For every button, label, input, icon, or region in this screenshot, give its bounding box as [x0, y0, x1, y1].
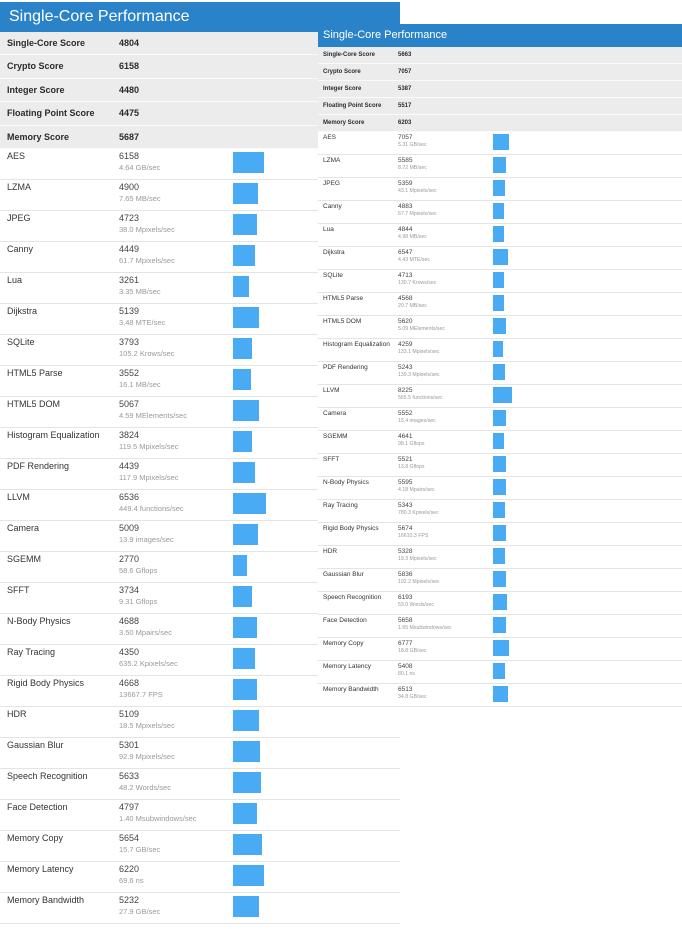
benchmark-bar: [493, 180, 505, 196]
benchmark-score: 4723: [119, 212, 140, 223]
benchmark-name: LLVM: [7, 491, 30, 502]
benchmark-name: Lua: [323, 226, 334, 233]
right-performance-panel: [318, 24, 682, 707]
score-label: Memory Score: [323, 120, 365, 126]
score-label: Crypto Score: [7, 61, 64, 72]
benchmark-rate: 98.1 Gflops: [398, 441, 425, 447]
benchmark-score: 5009: [119, 522, 140, 533]
score-value: 4475: [119, 108, 140, 119]
benchmark-name: Speech Recognition: [323, 594, 382, 601]
benchmark-score: 6158: [119, 150, 140, 161]
benchmark-score: 5521: [398, 456, 413, 463]
benchmark-rate: 43.1 Mpixels/sec: [398, 188, 437, 194]
benchmark-score: 5067: [119, 398, 140, 409]
benchmark-rate: 117.9 Mpixels/sec: [119, 472, 179, 482]
score-value: 7057: [398, 69, 412, 75]
benchmark-rate: 3.35 MB/sec: [119, 286, 161, 296]
score-label: Single-Core Score: [323, 52, 376, 58]
benchmark-bar: [493, 525, 506, 541]
benchmark-name: HDR: [323, 548, 338, 555]
benchmark-row: [318, 201, 682, 224]
benchmark-name: HTML5 DOM: [323, 318, 362, 325]
benchmark-row: [0, 831, 400, 862]
benchmark-rate: 635.2 Kpixels/sec: [119, 658, 178, 668]
benchmark-rate: 48.2 Words/sec: [119, 782, 171, 792]
benchmark-bar: [233, 834, 262, 855]
benchmark-name: Dijkstra: [7, 305, 38, 316]
benchmark-name: Memory Latency: [323, 663, 372, 670]
benchmark-rate: 13667.7 FPS: [119, 689, 163, 699]
benchmark-rate: 20.7 MB/sec: [398, 303, 427, 309]
benchmark-name: Memory Copy: [7, 832, 64, 843]
benchmark-score: 4641: [398, 433, 413, 440]
benchmark-bar: [493, 663, 505, 679]
benchmark-name: SFFT: [323, 456, 340, 463]
benchmark-rate: 130.7 Krows/sec: [398, 280, 437, 286]
benchmark-name: LLVM: [323, 387, 340, 394]
benchmark-score: 6220: [119, 863, 140, 874]
benchmark-score: 5243: [398, 364, 413, 371]
benchmark-name: Camera: [7, 522, 40, 533]
benchmark-row: [318, 224, 682, 247]
benchmark-name: Memory Bandwidth: [7, 894, 85, 905]
benchmark-name: Rigid Body Physics: [7, 677, 85, 688]
benchmark-rate: 53.0 Words/sec: [398, 602, 434, 608]
benchmark-name: JPEG: [7, 212, 31, 223]
benchmark-bar: [493, 249, 508, 265]
benchmark-score: 6536: [119, 491, 140, 502]
benchmark-bar: [493, 571, 506, 587]
benchmark-name: Speech Recognition: [7, 770, 88, 781]
benchmark-score: 3261: [119, 274, 140, 285]
benchmark-bar: [233, 369, 251, 390]
benchmark-row: [318, 155, 682, 178]
benchmark-score: 6547: [398, 249, 413, 256]
benchmark-name: N-Body Physics: [7, 615, 71, 626]
benchmark-row: [318, 546, 682, 569]
benchmark-name: SFFT: [7, 584, 30, 595]
benchmark-bar: [233, 586, 252, 607]
score-label: Integer Score: [323, 86, 362, 92]
benchmark-score: 3824: [119, 429, 140, 440]
benchmark-score: 3793: [119, 336, 140, 347]
benchmark-row: [318, 477, 682, 500]
benchmark-row: [318, 615, 682, 638]
benchmark-name: N-Body Physics: [323, 479, 369, 486]
score-label: Integer Score: [7, 84, 65, 95]
benchmark-row: [318, 684, 682, 707]
score-value: 5517: [398, 103, 412, 109]
benchmark-score: 5343: [398, 502, 413, 509]
score-value: 5687: [119, 131, 140, 142]
benchmark-bar: [233, 183, 258, 204]
benchmark-row: [0, 707, 400, 738]
benchmark-bar: [493, 502, 505, 518]
benchmark-score: 5633: [119, 770, 140, 781]
benchmark-row: [318, 132, 682, 155]
benchmark-row: [318, 431, 682, 454]
benchmark-score: 4568: [398, 295, 413, 302]
benchmark-score: 4900: [119, 181, 140, 192]
benchmark-bar: [493, 479, 506, 495]
score-label: Single-Core Score: [7, 38, 86, 48]
benchmark-name: HTML5 Parse: [7, 367, 63, 378]
benchmark-name: HDR: [7, 708, 27, 719]
benchmark-score: 8225: [398, 387, 413, 394]
benchmark-bar: [233, 524, 258, 545]
benchmark-bar: [233, 431, 252, 452]
benchmark-score: 5301: [119, 739, 140, 750]
benchmark-row: [0, 893, 400, 924]
benchmark-score: 5674: [398, 525, 413, 532]
score-row: [318, 115, 682, 132]
benchmark-bar: [493, 226, 504, 242]
benchmark-rate: 15.4 images/sec: [398, 418, 436, 424]
benchmark-name: SQLite: [323, 272, 343, 279]
benchmark-rate: 9.31 Gflops: [119, 596, 158, 606]
benchmark-name: SGEMM: [323, 433, 348, 440]
benchmark-rate: 4.64 GB/sec: [119, 162, 161, 172]
benchmark-rate: 19.3 Mpixels/sec: [398, 556, 437, 562]
score-value: 5663: [398, 52, 412, 58]
benchmark-score: 5328: [398, 548, 413, 555]
benchmark-row: [318, 362, 682, 385]
right-score-list: [318, 47, 682, 132]
benchmark-rate: 4.59 MElements/sec: [119, 410, 187, 420]
score-label: Floating Point Score: [7, 108, 95, 119]
benchmark-row: [0, 769, 400, 800]
benchmark-score: 5552: [398, 410, 413, 417]
benchmark-rate: 780.3 Kpixels/sec: [398, 510, 439, 516]
benchmark-bar: [233, 803, 257, 824]
benchmark-score: 4797: [119, 801, 140, 812]
benchmark-rate: 18.5 Mpixels/sec: [119, 720, 175, 730]
benchmark-name: Gaussian Blur: [323, 571, 364, 578]
benchmark-rate: 1.65 Msubwindows/sec: [398, 625, 452, 631]
benchmark-rate: 80.1 ns: [398, 671, 416, 677]
benchmark-bar: [233, 741, 260, 762]
benchmark-name: Camera: [323, 410, 347, 417]
benchmark-name: Histogram Equalization: [7, 429, 100, 440]
benchmark-row: [318, 408, 682, 431]
benchmark-score: 7057: [398, 134, 413, 141]
benchmark-bar: [233, 400, 259, 421]
benchmark-row: [318, 454, 682, 477]
benchmark-rate: 18.8 GB/sec: [398, 648, 427, 654]
benchmark-name: Dijkstra: [323, 249, 345, 256]
score-value: 6158: [119, 61, 140, 72]
benchmark-score: 5595: [398, 479, 413, 486]
benchmark-score: 4844: [398, 226, 413, 233]
benchmark-row: [0, 800, 400, 831]
benchmark-rate: 4.98 MB/sec: [398, 234, 427, 240]
score-label: Floating Point Score: [323, 103, 382, 109]
benchmark-score: 2770: [119, 553, 140, 564]
benchmark-rate: 4.18 Mpairs/sec: [398, 487, 435, 493]
benchmark-bar: [493, 548, 505, 564]
benchmark-score: 6193: [398, 594, 413, 601]
benchmark-bar: [493, 272, 504, 288]
score-row: [318, 47, 682, 64]
benchmark-score: 5620: [398, 318, 413, 325]
benchmark-score: 4259: [398, 341, 413, 348]
benchmark-bar: [493, 203, 504, 219]
benchmark-row: [318, 339, 682, 362]
benchmark-row: [318, 661, 682, 684]
benchmark-bar: [493, 686, 508, 702]
benchmark-row: [318, 178, 682, 201]
benchmark-rate: 5.31 GB/sec: [398, 142, 427, 148]
benchmark-bar: [493, 134, 509, 150]
benchmark-bar: [233, 772, 261, 793]
benchmark-name: Lua: [7, 274, 23, 285]
benchmark-score: 3552: [119, 367, 140, 378]
benchmark-bar: [493, 318, 506, 334]
benchmark-bar: [233, 338, 252, 359]
benchmark-name: Face Detection: [7, 801, 68, 812]
benchmark-bar: [493, 157, 506, 173]
benchmark-rate: 102.2 Mpixels/sec: [398, 579, 440, 585]
benchmark-rate: 1.40 Msubwindows/sec: [119, 813, 197, 823]
benchmark-bar: [493, 410, 506, 426]
benchmark-rate: 5.09 MElements/sec: [398, 326, 445, 332]
benchmark-score: 6513: [398, 686, 413, 693]
score-value: 5387: [398, 86, 412, 92]
benchmark-bar: [233, 679, 257, 700]
benchmark-rate: 565.5 functions/sec: [398, 395, 443, 401]
benchmark-row: [0, 738, 400, 769]
benchmark-row: [318, 293, 682, 316]
benchmark-bar: [493, 594, 507, 610]
benchmark-bar: [233, 896, 259, 917]
benchmark-score: 4350: [119, 646, 140, 657]
left-panel-title: Single-Core Performance: [0, 2, 400, 32]
benchmark-rate: 67.7 Mpixels/sec: [398, 211, 437, 217]
benchmark-score: 4439: [119, 460, 140, 471]
benchmark-name: Rigid Body Physics: [323, 525, 379, 532]
benchmark-bar: [233, 555, 247, 576]
score-value: 4804: [119, 38, 140, 48]
benchmark-rate: 16.1 MB/sec: [119, 379, 161, 389]
benchmark-rate: 27.9 GB/sec: [119, 906, 161, 916]
benchmark-rate: 7.65 MB/sec: [119, 193, 161, 203]
benchmark-name: LZMA: [7, 181, 32, 192]
benchmark-name: HTML5 DOM: [7, 398, 61, 409]
benchmark-bar: [493, 617, 506, 633]
benchmark-score: 5232: [119, 894, 140, 905]
benchmark-bar: [493, 341, 503, 357]
benchmark-score: 5585: [398, 157, 413, 164]
benchmark-rate: 3.50 Mpairs/sec: [119, 627, 172, 637]
benchmark-name: Canny: [7, 243, 34, 254]
benchmark-rate: 4.43 MTE/sec: [398, 257, 431, 263]
benchmark-bar: [493, 433, 504, 449]
benchmark-name: Face Detection: [323, 617, 367, 624]
benchmark-rate: 92.9 Mpixels/sec: [119, 751, 175, 761]
benchmark-name: Histogram Equalization: [323, 341, 390, 348]
benchmark-row: [318, 247, 682, 270]
benchmark-name: PDF Rendering: [7, 460, 70, 471]
benchmark-bar: [493, 295, 504, 311]
benchmark-score: 4668: [119, 677, 140, 688]
benchmark-name: Gaussian Blur: [7, 739, 64, 750]
benchmark-score: 4713: [398, 272, 413, 279]
benchmark-row: [318, 638, 682, 661]
benchmark-bar: [233, 245, 255, 266]
benchmark-bar: [493, 456, 506, 472]
benchmark-bar: [233, 648, 255, 669]
benchmark-row: [318, 385, 682, 408]
score-row: [318, 81, 682, 98]
benchmark-row: [318, 316, 682, 339]
benchmark-score: 5359: [398, 180, 413, 187]
benchmark-score: 4688: [119, 615, 140, 626]
benchmark-bar: [493, 364, 505, 380]
benchmark-rate: 69.6 ns: [119, 875, 144, 885]
benchmark-name: PDF Rendering: [323, 364, 368, 371]
benchmark-name: Ray Tracing: [323, 502, 358, 509]
benchmark-bar: [233, 152, 264, 173]
benchmark-name: Ray Tracing: [7, 646, 56, 657]
score-label: Crypto Score: [323, 69, 361, 75]
benchmark-rate: 139.3 Mpixels/sec: [398, 372, 440, 378]
benchmark-rate: 8.72 MB/sec: [398, 165, 427, 171]
benchmark-score: 4883: [398, 203, 413, 210]
benchmark-name: LZMA: [323, 157, 341, 164]
benchmark-score: 5836: [398, 571, 413, 578]
benchmark-name: Memory Copy: [323, 640, 364, 647]
benchmark-score: 5658: [398, 617, 413, 624]
benchmark-rate: 133.1 Mpixels/sec: [398, 349, 440, 355]
benchmark-bar: [233, 617, 257, 638]
benchmark-score: 5654: [119, 832, 140, 843]
benchmark-row: [318, 270, 682, 293]
benchmark-rate: 34.8 GB/sec: [398, 694, 427, 700]
benchmark-rate: 58.6 Gflops: [119, 565, 158, 575]
benchmark-bar: [233, 493, 266, 514]
right-panel-title: Single-Core Performance: [318, 24, 682, 47]
benchmark-bar: [233, 276, 249, 297]
benchmark-rate: 13.8 Gflops: [398, 464, 425, 470]
benchmark-score: 3734: [119, 584, 140, 595]
benchmark-rate: 16610.3 FPS: [398, 533, 429, 539]
benchmark-name: Memory Bandwidth: [323, 686, 379, 693]
benchmark-score: 5109: [119, 708, 140, 719]
benchmark-name: SQLite: [7, 336, 35, 347]
benchmark-name: AES: [7, 150, 26, 161]
benchmark-name: AES: [323, 134, 337, 141]
benchmark-name: Canny: [323, 203, 342, 210]
benchmark-rate: 13.9 images/sec: [119, 534, 174, 544]
benchmark-score: 4449: [119, 243, 140, 254]
benchmark-rate: 105.2 Krows/sec: [119, 348, 175, 358]
right-benchmark-list: [318, 132, 682, 707]
benchmark-rate: 15.7 GB/sec: [119, 844, 161, 854]
benchmark-row: [318, 500, 682, 523]
benchmark-rate: 119.5 Mpixels/sec: [119, 441, 179, 451]
score-row: [318, 64, 682, 81]
benchmark-row: [318, 592, 682, 615]
benchmark-rate: 3.48 MTE/sec: [119, 317, 166, 327]
benchmark-bar: [233, 865, 264, 886]
benchmark-bar: [493, 387, 512, 403]
benchmark-bar: [493, 640, 509, 656]
score-value: 6203: [398, 120, 412, 126]
benchmark-name: SGEMM: [7, 553, 42, 564]
score-label: Memory Score: [7, 131, 70, 142]
benchmark-bar: [233, 307, 259, 328]
score-row: [318, 98, 682, 115]
score-value: 4480: [119, 84, 140, 95]
benchmark-name: HTML5 Parse: [323, 295, 364, 302]
benchmark-name: JPEG: [323, 180, 340, 187]
benchmark-rate: 61.7 Mpixels/sec: [119, 255, 175, 265]
benchmark-rate: 449.4 functions/sec: [119, 503, 184, 513]
benchmark-bar: [233, 710, 259, 731]
benchmark-row: [318, 523, 682, 546]
benchmark-row: [318, 569, 682, 592]
benchmark-bar: [233, 462, 255, 483]
benchmark-row: [0, 862, 400, 893]
benchmark-name: Memory Latency: [7, 863, 74, 874]
benchmark-score: 5408: [398, 663, 413, 670]
benchmark-score: 5139: [119, 305, 140, 316]
benchmark-bar: [233, 214, 257, 235]
benchmark-rate: 38.0 Mpixels/sec: [119, 224, 175, 234]
benchmark-score: 6777: [398, 640, 413, 647]
